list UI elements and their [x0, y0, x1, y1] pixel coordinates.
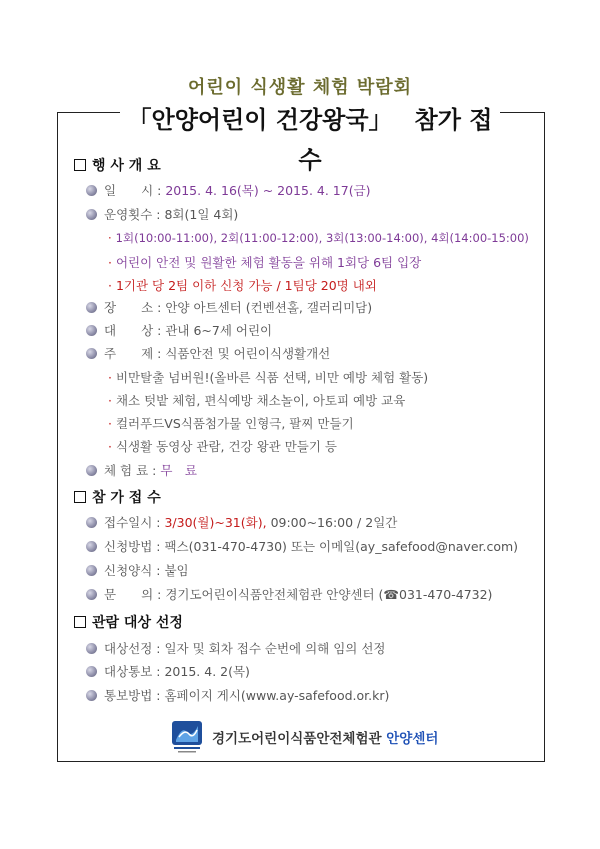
date-label: 일 시 :: [104, 183, 162, 198]
bullet-icon: [86, 690, 97, 701]
row-form: [86, 561, 189, 579]
period-rest: 09:00~16:00 / 2일간: [270, 515, 398, 530]
runs-value: 8회(1일 4회): [164, 207, 239, 222]
row-notice: [86, 662, 250, 680]
runs-limit: · 1기관 당 2팀 이하 신청 가능 / 1팀당 20명 내외: [108, 278, 377, 293]
row-theme: [86, 344, 330, 362]
selection-value: 일자 및 회차 접수 순번에 의해 임의 선정: [164, 641, 386, 656]
bullet-icon: [86, 209, 97, 220]
event-subtitle: 어린이 식생활 체험 박람회: [187, 77, 413, 98]
notice-value: 2015. 4. 2(목): [164, 664, 250, 679]
bullet-icon: [86, 589, 97, 600]
target-value: 관내 6~7세 어린이: [165, 323, 273, 338]
theme-item: · 비만탈출 넘버원!(올바른 식품 선택, 비만 예방 체험 활동): [108, 370, 429, 385]
notice-label: 대상통보 :: [104, 664, 161, 679]
section-overview-heading: [74, 155, 161, 175]
row-channel: [86, 686, 389, 704]
bullet-icon: [86, 541, 97, 552]
row-selection: [86, 639, 386, 657]
row-period: [86, 513, 397, 531]
runs-label: 운영횟수 :: [104, 207, 161, 222]
form-label: 신청양식 :: [104, 563, 161, 578]
runs-detail: · 1회(10:00-11:00), 2회(11:00-12:00), 3회(13:00-14:00), 4회(14:00-15:00): [108, 231, 529, 245]
checkbox-icon: [74, 491, 86, 503]
runs-note: · 어린이 안전 및 원활한 체험 활동을 위해 1회당 6팀 입장: [108, 255, 422, 270]
bullet-icon: [86, 325, 97, 336]
selection-label: 대상선정 :: [104, 641, 161, 656]
bullet-icon: [86, 643, 97, 654]
method-value: 팩스(031-470-4730) 또는 이메일(ay_safefood@naver.com): [164, 539, 519, 554]
section-overview-title: 행 사 개 요: [92, 158, 161, 174]
theme-value: 식품안전 및 어린이식생활개선: [165, 346, 331, 361]
checkbox-icon: [74, 616, 86, 628]
footer-logo: [170, 720, 438, 754]
theme-label: 주 제 :: [104, 346, 162, 361]
bullet-icon: [86, 517, 97, 528]
section-application-title: 참 가 접 수: [92, 490, 161, 506]
theme-item: · 컬러푸드VS식품첨가물 인형극, 팔찌 만들기: [108, 416, 354, 431]
contact-value: 경기도어린이식품안전체험관 안양센터 (☎031-470-4732): [165, 587, 493, 602]
section-application-heading: [74, 487, 161, 507]
row-date: [86, 181, 371, 199]
title-suffix: 참가 접수: [298, 106, 493, 174]
bullet-icon: [86, 465, 97, 476]
form-value: 붙임: [164, 563, 189, 578]
target-label: 대 상 :: [104, 323, 162, 338]
fee-label: 체 험 료 :: [104, 463, 157, 478]
period-value: 3/30(월)~31(화),: [164, 515, 267, 530]
section-selection-heading: [74, 612, 183, 632]
row-place: [86, 298, 372, 316]
title-name: 「안양어린이 건강왕국」: [127, 106, 393, 134]
contact-label: 문 의 :: [104, 587, 162, 602]
channel-label: 통보방법 :: [104, 688, 161, 703]
place-label: 장 소 :: [104, 300, 162, 315]
theme-item: · 채소 텃밭 체험, 편식예방 채소놀이, 아토피 예방 교육: [108, 393, 406, 408]
gyeonggi-logo-icon: [170, 720, 204, 754]
channel-value: 홈페이지 게시(www.ay-safefood.or.kr): [164, 688, 390, 703]
method-label: 신청방법 :: [104, 539, 161, 554]
row-method: [86, 537, 518, 555]
row-runs: [86, 205, 238, 223]
theme-item: · 식생활 동영상 관람, 건강 왕관 만들기 등: [108, 439, 337, 454]
bullet-icon: [86, 565, 97, 576]
row-target: [86, 321, 272, 339]
bullet-icon: [86, 348, 97, 359]
footer-org-name: 경기도어린이식품안전체험관: [212, 731, 382, 747]
section-selection-title: 관람 대상 선정: [92, 615, 183, 631]
date-value: 2015. 4. 16(목) ~ 2015. 4. 17(금): [165, 183, 371, 198]
row-fee: [86, 461, 197, 479]
bullet-icon: [86, 302, 97, 313]
bullet-icon: [86, 185, 97, 196]
checkbox-icon: [74, 159, 86, 171]
row-contact: [86, 585, 492, 603]
bullet-icon: [86, 666, 97, 677]
footer-center-name: 안양센터: [386, 731, 439, 747]
footer-org: [212, 727, 438, 747]
place-value: 안양 아트센터 (컨벤션홀, 갤러리미담): [165, 300, 373, 315]
fee-value: 무 료: [160, 463, 197, 478]
period-label: 접수일시 :: [104, 515, 161, 530]
